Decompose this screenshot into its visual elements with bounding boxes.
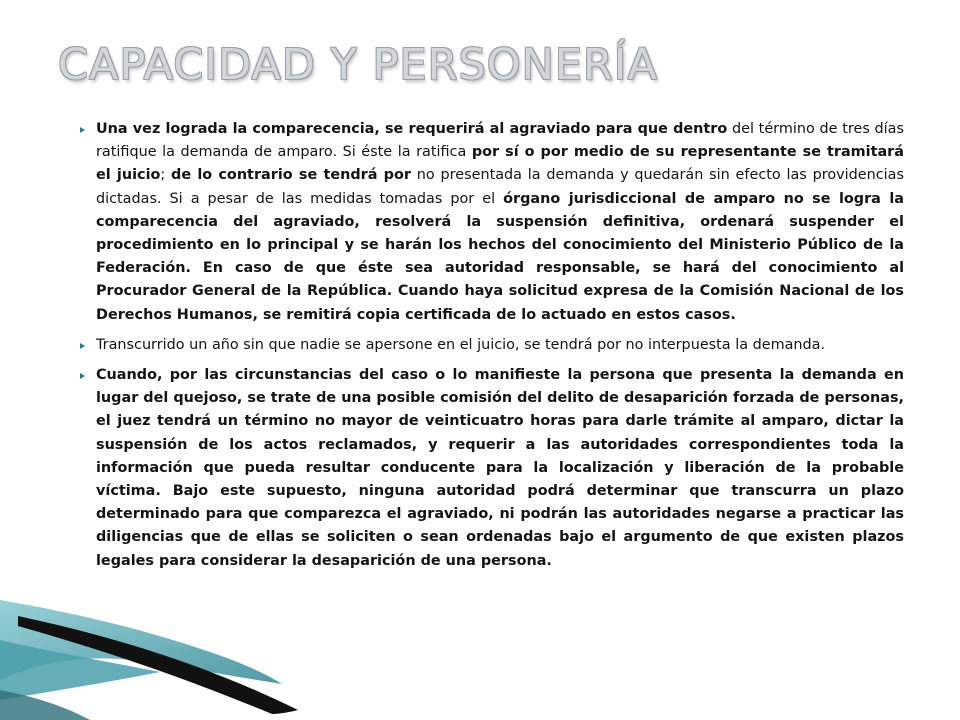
paragraph-text-segment: ; (160, 167, 172, 184)
paragraph-text-segment: no presentada la demanda y quedarán sin efecto las providencias dictadas. Si a pesar de las medidas tomadas por el (96, 167, 904, 207)
paragraph-text-segment: Transcurrido un año sin que nadie se apersone en el juicio, se tendrá por no interpuesta la demanda. (96, 336, 826, 353)
paragraph-text-segment: Una vez lograda la comparecencia, se requerirá al agraviado para que dentro (96, 121, 728, 137)
bullet-list (80, 118, 904, 580)
bullet-paragraph (80, 364, 904, 573)
paragraph-text-segment: de lo contrario se tendrá por (171, 167, 411, 184)
bullet-paragraph (80, 118, 904, 327)
triangle-bullet-icon (80, 343, 85, 349)
paragraph-text-segment: del término de tres días ratifique la demanda de amparo. Si éste la ratifica (96, 121, 904, 161)
triangle-bullet-icon (80, 373, 85, 379)
paragraph-text-segment: por sí o por medio de su representante se tramitará el juicio (96, 144, 904, 184)
bullet-paragraph (80, 334, 904, 357)
paragraph-text-segment: Cuando, por las circunstancias del caso o lo manifieste la persona que presenta la demanda en lugar del quejoso, se trate de una posible comisión del delito de desaparición forzada de personas, el juez tendrá un término no mayor de veinticuatro horas para darle trámite al amparo, dictar la suspensión de los actos reclamados, y requerir a las autoridades correspondientes toda la información que pueda resultar conducente para la localización y liberación de la probable víctima. Bajo este supuesto, ninguna autoridad podrá determinar que transcurra un plazo determinado para que comparezca el agraviado, ni podrán las autoridades negarse a practicar las diligencias que de ellas se soliciten o sean ordenadas bajo el argumento de que existen plazos legales para considerar la desaparición de una persona. (96, 367, 904, 569)
swoosh-dark-tail (0, 690, 90, 720)
slide-title: CAPACIDAD Y PERSONERÍA (58, 40, 658, 90)
triangle-bullet-icon (80, 127, 85, 133)
paragraph-text-segment: órgano jurisdiccional de amparo no se logra la comparecencia del agraviado, resolverá la suspensión definitiva, ordenará suspender el procedimiento en lo principal y se harán los hechos del conocimiento del Ministerio Público de la Federación. En caso de que éste sea autoridad responsable, se hará del conocimiento al Procurador General de la República. Cuando haya solicitud expresa de la Comisión Nacional de los Derechos Humanos, se remitirá copia certificada de lo actuado en estos casos. (96, 190, 904, 323)
